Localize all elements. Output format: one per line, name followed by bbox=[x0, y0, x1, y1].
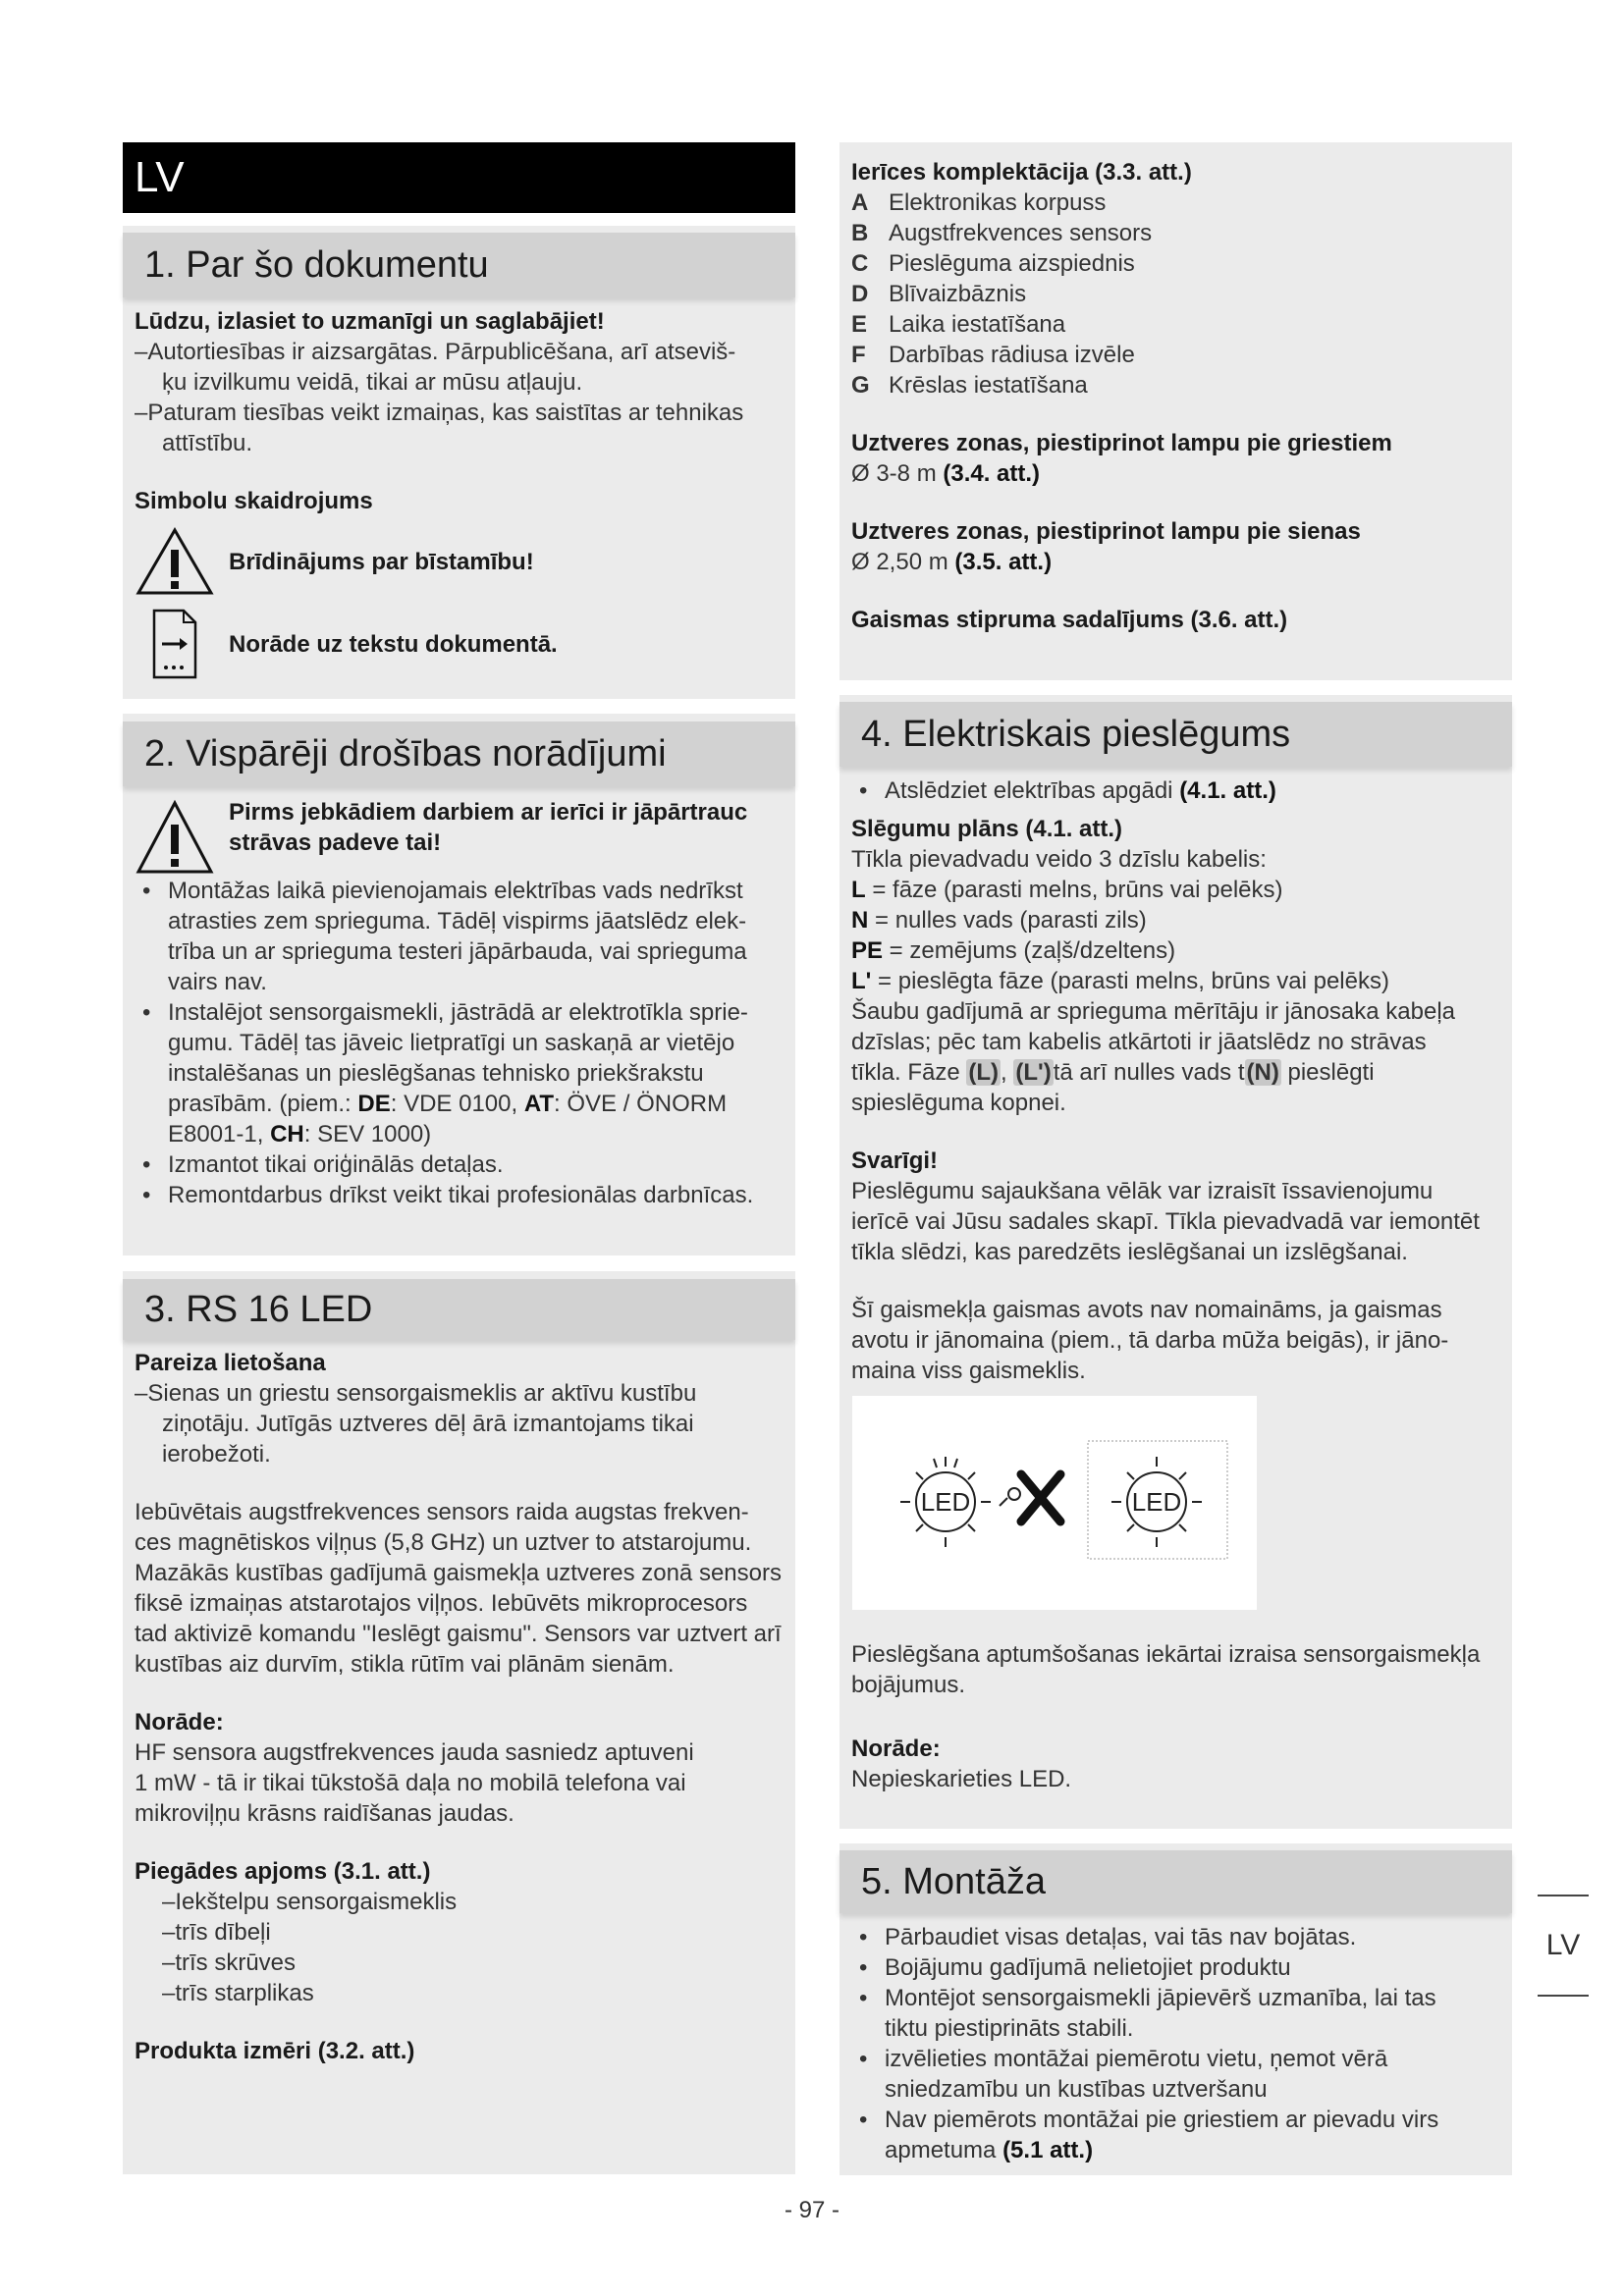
text-line: ziņotāju. Jutīgās uztveres dēļ ārā izmantojams tikai bbox=[162, 1411, 694, 1437]
hf-note-title: Norāde: bbox=[135, 1709, 224, 1735]
text-line: 1 mW - tā ir tikai tūkstošā daļa no mobilā telefona vai bbox=[135, 1770, 686, 1796]
led-label-1: LED bbox=[920, 1487, 971, 1517]
text-line: fiksē izmaiņas atstarotajos viļņos. Iebūvēts mikroprocesors bbox=[135, 1590, 748, 1617]
text-line: • Bojājumu gadījumā nelietojiet produktu bbox=[885, 1954, 1291, 1981]
safety-bullet-3 bbox=[135, 1149, 787, 1180]
text-line: • Montāžas laikā pievienojamais elektrības vads nedrīkst bbox=[168, 878, 743, 904]
list-item: F Darbības rādiusa izvēle bbox=[851, 342, 1135, 368]
language-side-tab: LV bbox=[1538, 1895, 1589, 1997]
safety-bullet-1 bbox=[135, 876, 787, 997]
ceiling-zone-value: Ø 3-8 m (3.4. att.) bbox=[851, 460, 1041, 487]
list-item: –Iekštelpu sensorgaismeklis bbox=[162, 1889, 458, 1915]
section-3-content bbox=[135, 1348, 787, 2066]
text-line: tīkla slēdzi, kas paredzēts ieslēgšanai un izslēgšanai. bbox=[851, 1239, 1408, 1265]
safety-bullet-2 bbox=[135, 997, 787, 1149]
section-4-lower-content bbox=[851, 1639, 1504, 1794]
proper-use-title: Pareiza lietošana bbox=[135, 1350, 326, 1376]
changes-line-2: attīstību. bbox=[162, 430, 253, 456]
copyright-line-2: ķu izvilkumu veidā, tikai ar mūsu atļauju. bbox=[162, 369, 583, 396]
warning-label: Brīdinājums par bīstamību! bbox=[229, 548, 534, 575]
list-item: –trīs dībeļi bbox=[162, 1919, 271, 1946]
section-5-content bbox=[851, 1922, 1504, 2165]
text-line: –Sienas un griestu sensorgaismeklis ar aktīvu kustību bbox=[135, 1380, 697, 1407]
power-warning-line-2: strāvas padeve tai! bbox=[229, 829, 442, 856]
warning-symbol-row bbox=[135, 526, 787, 597]
warning-triangle-icon bbox=[135, 797, 215, 876]
list-item: G Krēslas iestatīšana bbox=[851, 372, 1088, 399]
text-line: Mazākās kustības gadījumā gaismekļa uztveres zonā sensors bbox=[135, 1560, 782, 1586]
text-line: Iebūvētais augstfrekvences sensors raida augstas frekven- bbox=[135, 1499, 749, 1525]
mount-bullet-1 bbox=[851, 1922, 1504, 1952]
cross-icon bbox=[1021, 1474, 1060, 1522]
wall-zone-title: Uztveres zonas, piestiprinot lampu pie sienas bbox=[851, 518, 1361, 545]
text-line: Šaubu gadījumā ar sprieguma mērītāju ir jānosaka kabeļa bbox=[851, 998, 1456, 1025]
power-warning-line-1: Pirms jebkādiem darbiem ar ierīci ir jāpārtrauc bbox=[229, 799, 748, 826]
safety-bullet-4 bbox=[135, 1180, 787, 1210]
kit-title: Ierīces komplektācija (3.3. att.) bbox=[851, 159, 1192, 186]
text-line: vairs nav. bbox=[168, 969, 267, 995]
wire-row: L = fāze (parasti melns, brūns vai pelēks) bbox=[851, 877, 1283, 903]
dimmer-icon bbox=[1000, 1488, 1020, 1506]
wire-row: L' = pieslēgta fāze (parasti melns, brūns vai pelēks) bbox=[851, 968, 1389, 994]
list-item: A Elektronikas korpuss bbox=[851, 189, 1107, 216]
section-4-content bbox=[851, 775, 1504, 1386]
scope-title: Piegādes apjoms (3.1. att.) bbox=[135, 1858, 431, 1885]
text-line: Pieslēgšana aptumšošanas iekārtai izraisa sensorgaismekļa bbox=[851, 1641, 1481, 1668]
page-number: - 97 - bbox=[784, 2197, 839, 2223]
text-line: • Instalējot sensorgaismekli, jāstrādā ar elektrotīkla sprie- bbox=[168, 999, 748, 1026]
ceiling-zone-title: Uztveres zonas, piestiprinot lampu pie griestiem bbox=[851, 430, 1392, 456]
mount-bullet-3 bbox=[851, 1983, 1504, 2044]
wire-row: N = nulles vads (parasti zils) bbox=[851, 907, 1147, 934]
symbols-title: Simbolu skaidrojums bbox=[135, 488, 373, 514]
text-line: ierīcē vai Jūsu sadales skapī. Tīkla pievadvadā var iemontēt bbox=[851, 1208, 1480, 1235]
list-item: –trīs skrūves bbox=[162, 1949, 297, 1976]
section-5-heading: 5. Montāža bbox=[839, 1850, 1512, 1913]
wiring-plan-title: Slēgumu plāns (4.1. att.) bbox=[851, 816, 1123, 842]
text-line: bojājumus. bbox=[851, 1672, 966, 1698]
kit-content bbox=[851, 157, 1504, 635]
light-distribution-title: Gaismas stipruma sadalījums (3.6. att.) bbox=[851, 607, 1288, 633]
document-note-icon bbox=[135, 609, 215, 679]
text-line: tīkla. Fāze (L), (L')tā arī nulles vads t(N) pieslēgti bbox=[851, 1059, 1375, 1086]
text-line: trība un ar sprieguma testeri jāpārbauda, vai sprieguma bbox=[168, 938, 747, 965]
led-label-2: LED bbox=[1131, 1487, 1182, 1517]
text-line: Pieslēgumu sajaukšana vēlāk var izraisīt īssavienojumu bbox=[851, 1178, 1434, 1204]
note-label: Norāde uz tekstu dokumentā. bbox=[229, 630, 558, 658]
power-warning-row bbox=[135, 797, 787, 876]
text-line: • izvēlieties montāžai piemērotu vietu, ņemot vērā bbox=[885, 2046, 1388, 2072]
warning-triangle-icon bbox=[135, 526, 215, 597]
led-note-title: Norāde: bbox=[851, 1735, 941, 1762]
text-line: ierobežoti. bbox=[162, 1441, 271, 1468]
section-1-heading: 1. Par šo dokumentu bbox=[123, 233, 795, 297]
section-2-heading: 2. Vispārēji drošības norādījumi bbox=[123, 721, 795, 786]
mount-bullet-2 bbox=[851, 1952, 1504, 1983]
intro-text: Lūdzu, izlasiet to uzmanīgi un saglabājiet! bbox=[135, 308, 605, 335]
text-line: • Nav piemērots montāžai pie griestiem ar pievadu virs bbox=[885, 2107, 1439, 2133]
section-3-heading: 3. RS 16 LED bbox=[123, 1279, 795, 1340]
text-line: Šī gaismekļa gaismas avots nav nomaināms, ja gaismas bbox=[851, 1297, 1442, 1323]
mount-bullet-5 bbox=[851, 2105, 1504, 2165]
text-line: sniedzamību un kustības uztveršanu bbox=[885, 2076, 1268, 2103]
text-line: • Izmantot tikai oriģinālās detaļas. bbox=[168, 1151, 504, 1178]
list-item: B Augstfrekvences sensors bbox=[851, 220, 1153, 246]
text-line: HF sensora augstfrekvences jauda sasniedz aptuveni bbox=[135, 1739, 694, 1766]
changes-line-1: –Paturam tiesības veikt izmaiņas, kas saistītas ar tehnikas bbox=[135, 400, 744, 426]
list-item: D Blīvaizbāznis bbox=[851, 281, 1027, 307]
list-item: C Pieslēguma aizspiednis bbox=[851, 250, 1135, 277]
disconnect-bullet: • Atslēdziet elektrības apgādi (4.1. att.) bbox=[851, 775, 1504, 806]
wall-zone-value: Ø 2,50 m (3.5. att.) bbox=[851, 549, 1053, 575]
text-line: dzīslas; pēc tam kabelis atkārtoti ir jāatslēdz no strāvas bbox=[851, 1029, 1427, 1055]
list-item: –trīs starplikas bbox=[162, 1980, 314, 2006]
text-line: gumu. Tādēļ tas jāveic lietpratīgi un saskaņā ar vietējo bbox=[168, 1030, 735, 1056]
text-line: mikroviļņu krāsns raidīšanas jaudas. bbox=[135, 1800, 514, 1827]
text-line: E8001-1, CH: SEV 1000) bbox=[168, 1121, 432, 1148]
text-line: tad aktivizē komandu "Ieslēgt gaismu". Sensors var uztvert arī bbox=[135, 1621, 782, 1647]
led-dimmer-illustration bbox=[852, 1396, 1257, 1610]
text-line: ces magnētiskos viļņus (5,8 GHz) un uztver to atstarojumu. bbox=[135, 1529, 752, 1556]
text-line: tiktu piestiprināts stabili. bbox=[885, 2015, 1134, 2042]
text-line: maina viss gaismeklis. bbox=[851, 1358, 1086, 1384]
text-line: prasībām. (piem.: DE: VDE 0100, AT: ÖVE / ÖNORM bbox=[168, 1091, 728, 1117]
no-dimmer-figure bbox=[852, 1396, 1257, 1610]
text-line: avotu ir jānomaina (piem., tā darba mūža beigās), ir jāno- bbox=[851, 1327, 1449, 1354]
section-2-content bbox=[135, 797, 787, 1210]
led-note-text: Nepieskarieties LED. bbox=[851, 1766, 1072, 1792]
text-line: • Montējot sensorgaismekli jāpievērš uzmanība, lai tas bbox=[885, 1985, 1436, 2011]
text-line: atrasties zem sprieguma. Tādēļ vispirms jāatslēdz elek- bbox=[168, 908, 747, 934]
text-line: • Remontdarbus drīkst veikt tikai profesionālas darbnīcas. bbox=[168, 1182, 754, 1208]
mount-bullet-4 bbox=[851, 2044, 1504, 2105]
section-4-heading: 4. Elektriskais pieslēgums bbox=[839, 702, 1512, 767]
text-line: kustības aiz durvīm, stikla rūtīm vai plānām sienām. bbox=[135, 1651, 675, 1678]
language-label: LV bbox=[123, 142, 795, 213]
text-line: instalēšanas un pieslēgšanas tehnisko priekšrakstu bbox=[168, 1060, 704, 1087]
important-title: Svarīgi! bbox=[851, 1148, 939, 1174]
text-line: Tīkla pievadvadu veido 3 dzīslu kabelis: bbox=[851, 846, 1267, 873]
text-line: apmetuma (5.1 att.) bbox=[885, 2137, 1094, 2163]
copyright-line-1: –Autortiesības ir aizsargātas. Pārpublicēšana, arī atseviš- bbox=[135, 339, 736, 365]
text-line: spieslēguma kopnei. bbox=[851, 1090, 1066, 1116]
dimensions-title: Produkta izmēri (3.2. att.) bbox=[135, 2038, 415, 2064]
wire-row: PE = zemējums (zaļš/dzeltens) bbox=[851, 937, 1176, 964]
section-1-content bbox=[135, 306, 787, 679]
text-line: • Pārbaudiet visas detaļas, vai tās nav bojātas. bbox=[885, 1924, 1357, 1950]
list-item: E Laika iestatīšana bbox=[851, 311, 1066, 338]
note-symbol-row bbox=[135, 609, 787, 679]
